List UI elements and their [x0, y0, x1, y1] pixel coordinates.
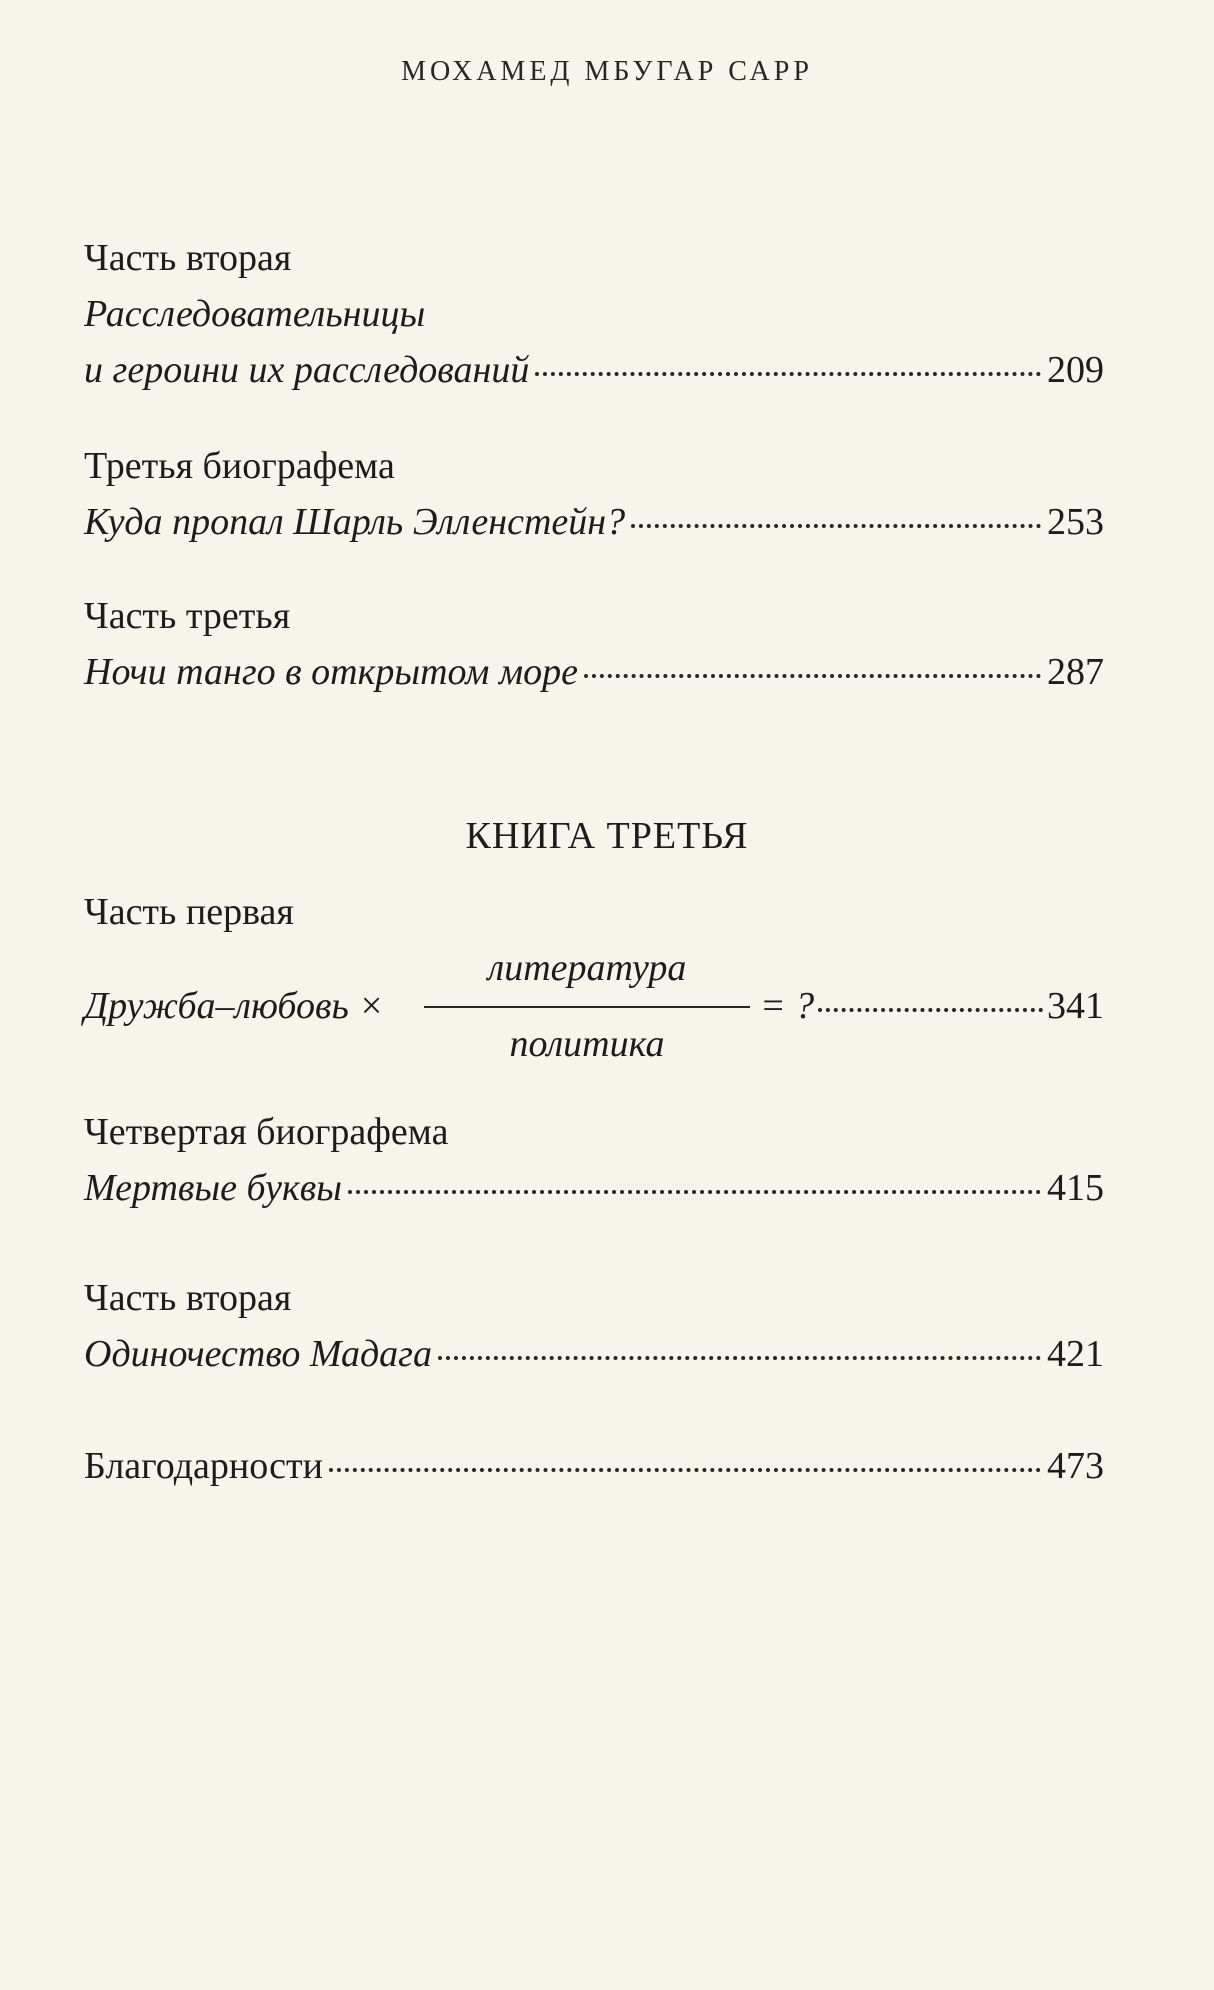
- formula-rhs-row: [760, 978, 1104, 1034]
- table-of-contents: [84, 0, 1104, 1990]
- toc-entry-label: Четвертая биографема: [84, 1111, 449, 1153]
- formula-lhs: Дружба–любовь ×: [84, 985, 384, 1027]
- page-number: 209: [1047, 349, 1104, 391]
- page-number: 473: [1047, 1445, 1104, 1487]
- dot-leader: [535, 372, 1041, 376]
- running-head: МОХАМЕД МБУГАР САРР: [401, 56, 813, 87]
- page-number: 421: [1047, 1333, 1104, 1375]
- toc-entry-title: Благодарности: [84, 1445, 323, 1487]
- toc-entry-title: Мертвые буквы: [84, 1167, 343, 1209]
- page-number: 415: [1047, 1167, 1104, 1209]
- toc-entry-title: Ночи танго в открытом море: [84, 651, 578, 693]
- page-number: 341: [1047, 985, 1104, 1027]
- fraction-bar: [424, 1006, 750, 1008]
- fraction-numerator: литература: [487, 947, 687, 989]
- toc-entry-label: Третья биографема: [84, 445, 395, 487]
- fraction-denominator: политика: [509, 1023, 665, 1065]
- toc-entry-row: [84, 1326, 1104, 1382]
- toc-entry-label: Часть вторая: [84, 237, 292, 279]
- toc-entry-part-two: [84, 230, 1104, 398]
- toc-entry-title: Одиночество Мадага: [84, 1333, 432, 1375]
- dot-leader: [438, 1356, 1041, 1360]
- toc-entry-book-three-part-two: [84, 1270, 1104, 1382]
- formula-rhs: = ?: [760, 985, 815, 1027]
- toc-entry-fourth-biographeme: [84, 1104, 1104, 1216]
- toc-entry-row: [84, 494, 1104, 550]
- toc-entry-row: [84, 1160, 1104, 1216]
- dot-leader: [348, 1190, 1041, 1194]
- dot-leader: [329, 1468, 1041, 1472]
- dot-leader: [818, 1008, 1043, 1012]
- toc-entry-label: Часть первая: [84, 891, 294, 933]
- toc-entry-book-three-part-one: [84, 884, 1104, 1070]
- formula-title: [84, 940, 1104, 1070]
- book-three-heading: КНИГА ТРЕТЬЯ: [465, 815, 749, 857]
- formula-row: [84, 940, 1104, 1070]
- dot-leader: [631, 524, 1041, 528]
- toc-entry-title: и героини их расследований: [84, 349, 530, 391]
- fraction: [424, 940, 750, 1070]
- toc-entry-title-line: Расследовательницы: [84, 293, 426, 335]
- toc-entry-part-three: [84, 588, 1104, 700]
- toc-entry-row: [84, 342, 1104, 398]
- toc-entry-row: [84, 644, 1104, 700]
- dot-leader: [584, 674, 1041, 678]
- page-number: 287: [1047, 651, 1104, 693]
- toc-entry-label: Часть третья: [84, 595, 291, 637]
- toc-entry-acknowledgements: [84, 1438, 1104, 1494]
- toc-entry-row: [84, 1438, 1104, 1494]
- toc-entry-title: Куда пропал Шарль Элленстейн?: [84, 501, 626, 543]
- toc-entry-label: Часть вторая: [84, 1277, 292, 1319]
- toc-entry-third-biographeme: [84, 438, 1104, 550]
- page-number: 253: [1047, 501, 1104, 543]
